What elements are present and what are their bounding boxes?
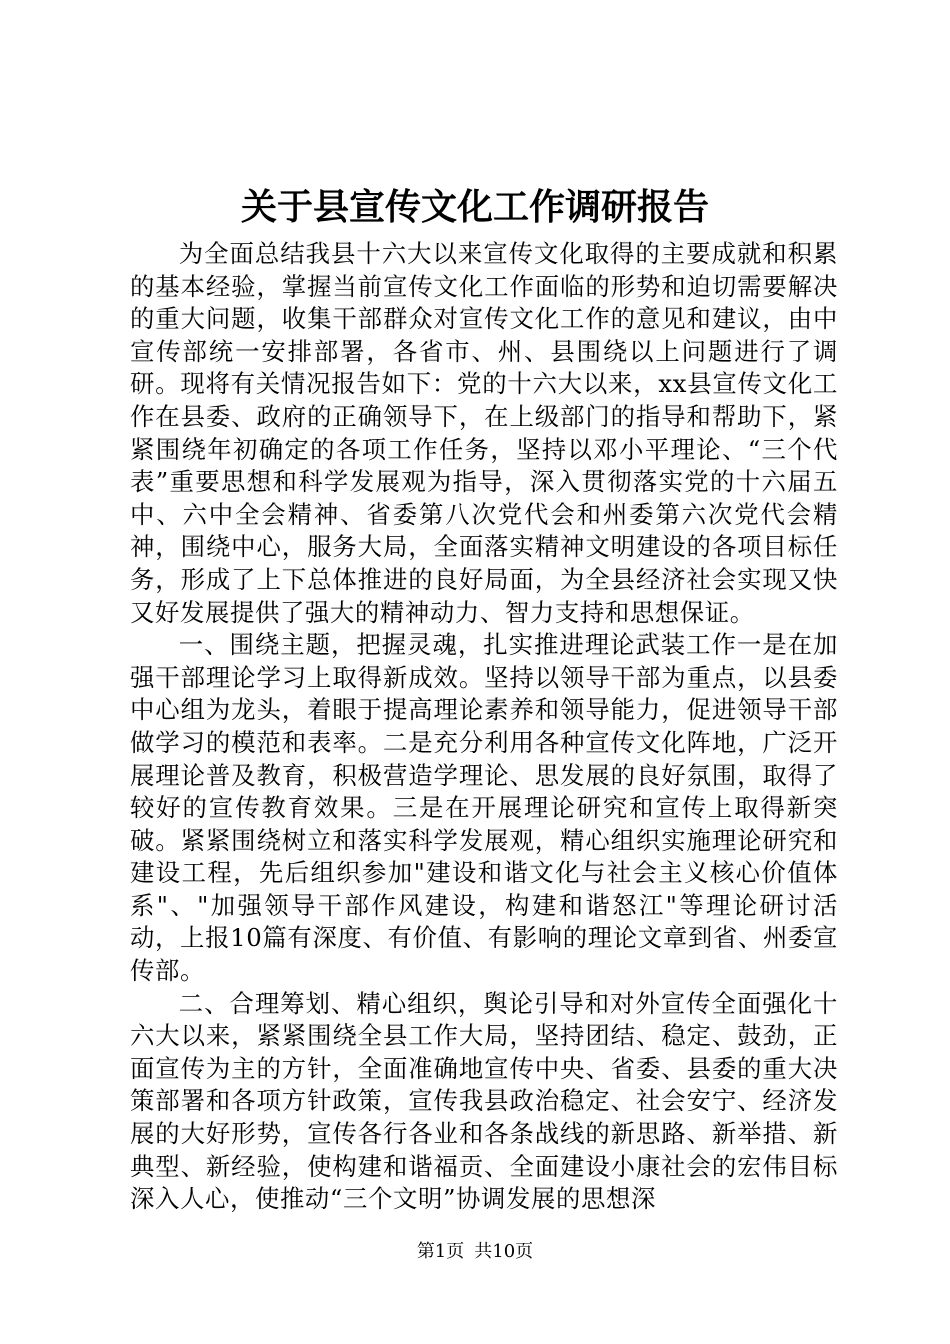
- paragraph-intro: 为全面总结我县十六大以来宣传文化取得的主要成就和积累的基本经验，掌握当前宣传文化工作面临的形势和迫切需要解决的重大问题，收集干部群众对宣传文化工作的意见和建议，由中宣传部统一安排部署，各省市、州、县围绕以上问题进行了调研。现将有关情况报告如下：党的十六大以来，xx县宣传文化工作在县委、政府的正确领导下，在上级部门的指导和帮助下，紧紧围绕年初确定的各项工作任务，坚持以邓小平理论、“三个代表”重要思想和科学发展观为指导，深入贯彻落实党的十六届五中、六中全会精神、省委第八次党代会和州委第六次党代会精神，围绕中心，服务大局，全面落实精神文明建设的各项目标任务，形成了上下总体推进的良好局面，为全县经济社会实现又快又好发展提供了强大的精神动力、智力支持和思想保证。: [130, 239, 838, 627]
- paragraph-section-2: 二、合理筹划、精心组织，舆论引导和对外宣传全面强化十六大以来，紧紧围绕全县工作大局，坚持团结、稳定、鼓劲，正面宣传为主的方针，全面准确地宣传中央、省委、县委的重大决策部署和各项方针政策，宣传我县政治稳定、社会安宁、经济发展的大好形势，宣传各行各业和各条战线的新思路、新举措、新典型、新经验，使构建和谐福贡、全面建设小康社会的宏伟目标深入人心，使推动“三个文明”协调发展的思想深: [130, 988, 838, 1214]
- paragraph-section-1: 一、围绕主题，把握灵魂，扎实推进理论武装工作一是在加强干部理论学习上取得新成效。坚持以领导干部为重点，以县委中心组为龙头，着眼于提高理论素养和领导能力，促进领导干部做学习的模范和表率。二是充分利用各种宣传文化阵地，广泛开展理论普及教育，积极营造学理论、思发展的良好氛围，取得了较好的宣传教育效果。三是在开展理论研究和宣传上取得新突破。紧紧围绕树立和落实科学发展观，精心组织实施理论研究和建设工程，先后组织参加"建设和谐文化与社会主义核心价值体系"、"加强领导干部作风建设，构建和谐怒江"等理论研讨活动，上报10篇有深度、有价值、有影响的理论文章到省、州委宣传部。: [130, 630, 838, 986]
- document-title: 关于县宣传文化工作调研报告: [240, 186, 709, 228]
- page-number-current: 第1页: [416, 1241, 465, 1262]
- document-body: [130, 238, 838, 1216]
- page-number-total: 共10页: [474, 1241, 534, 1262]
- page-footer: [0, 1240, 950, 1264]
